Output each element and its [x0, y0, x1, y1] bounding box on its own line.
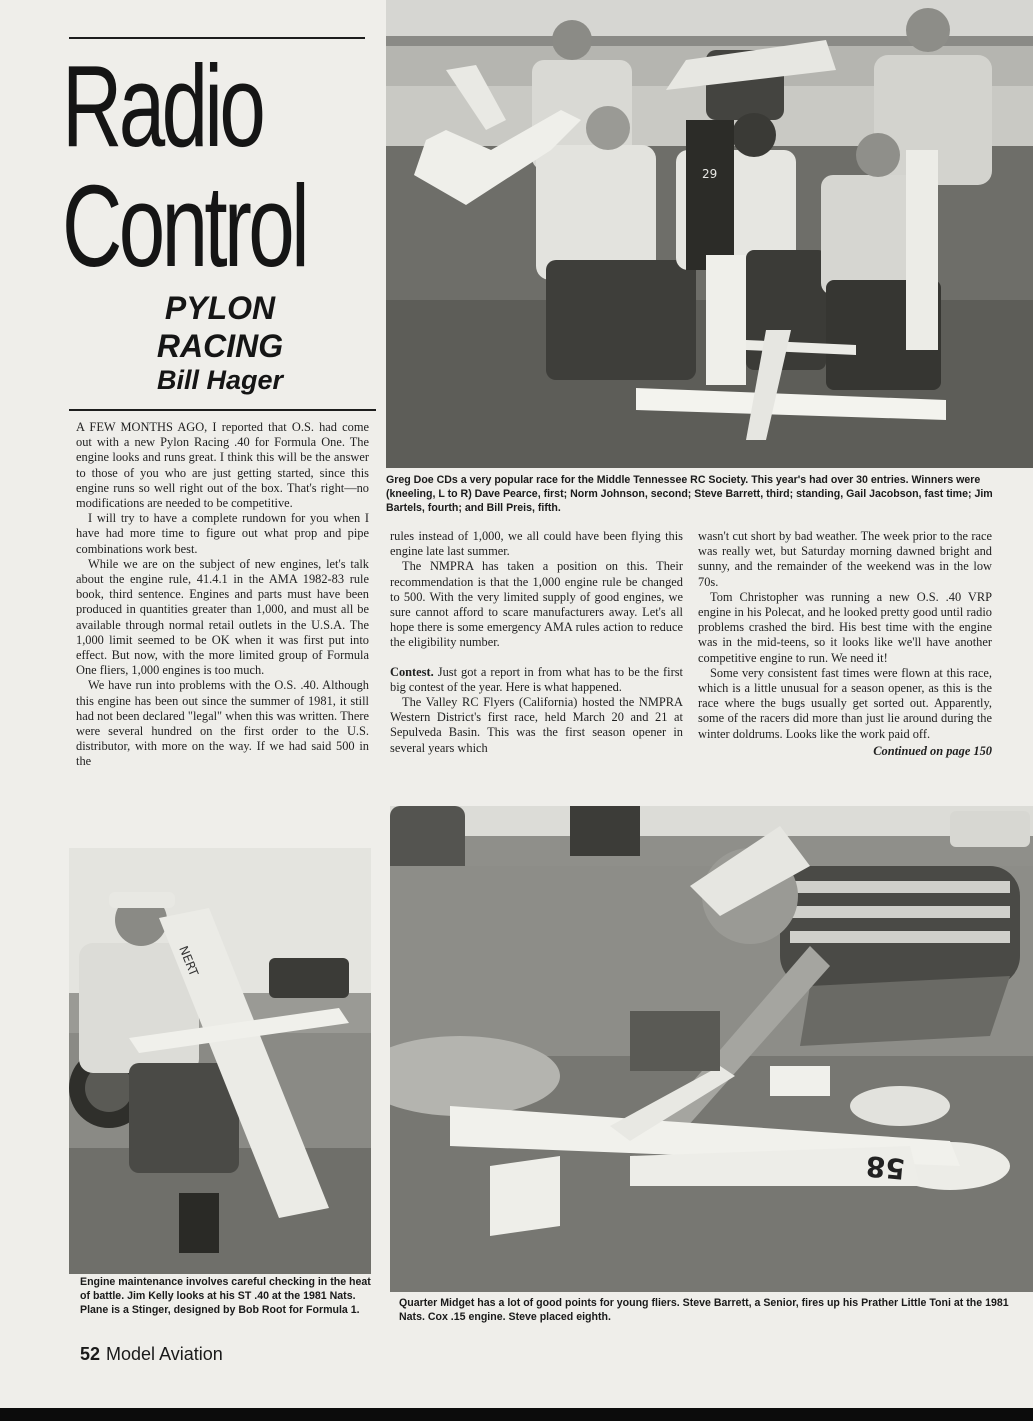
paragraph: We have run into problems with the O.S. .40. Although this engine has been out since the summer of 1981, it still had not been declared "legal" when this was written. There were several hundred on the first order to the U.S. distributor, with more on the way. If we had said 500 in the [76, 678, 369, 769]
paragraph: wasn't cut short by bad weather. The week prior to the race was really wet, but Saturday morning dawned bright and sunny, and the remainder of the weekend was in the low 70s. [698, 529, 992, 589]
article-column-3 [698, 529, 992, 759]
lead-in: A FEW MONTHS AGO, [76, 420, 208, 434]
paragraph-text: Just got a report in from what has to be the first big contest of the year. Here is what happened. [390, 664, 683, 694]
subhead-racing: RACING [156, 328, 284, 364]
paragraph-text: I reported that O.S. had come out with a new Pylon Racing .40 for Formula One. The engine looks and runs great. I think this will be the answer to those of you who are just getting started, since this engine runs so well right out of the box. That's right—no modifications are needed to be competitive. [76, 420, 369, 511]
headline-bottom-rule [69, 409, 376, 411]
folio [80, 1344, 223, 1365]
paragraph: Some very consistent fast times were flown at this race, which is a little unusual for a season opener, as this is the race where the bugs usually get sorted out. Apparently, some of the racers did more than just lie around during the winter doldrums. Looks like the work paid off. [698, 665, 992, 741]
article-column-2 [390, 529, 683, 756]
paragraph: rules instead of 1,000, we all could have been flying this engine late last summer. [390, 529, 683, 559]
headline-radio: Radio [62, 41, 263, 171]
page-bottom-edge [0, 1408, 1033, 1421]
photo-group-winners [386, 0, 1033, 468]
plane-number-29: 29 [702, 167, 718, 181]
byline: Bill Hager [156, 365, 284, 395]
photo-steve-barrett [390, 806, 1033, 1292]
article-column-1 [76, 420, 369, 770]
photo-jim-kelly [69, 848, 371, 1274]
paragraph: While we are on the subject of new engines, let's talk about the engine rule, 41.4.1 in the AMA 1982-83 rule book, third sentence. Engines and parts must have been produced in quantities greater than 1,000, and must all be available through normal retail outlets in the U.S.A. The 1,000 limit seemed to be OK when it was first put into effect. But now, with the more limited group of Formula One fliers, 1,000 engines is too much. [76, 556, 369, 678]
paragraph: The Valley RC Flyers (California) hosted the NMPRA Western District's first race, held March 20 and 21 at Sepulveda Basin. This was the first season opener in several years which [390, 695, 683, 755]
caption-group-photo: Greg Doe CDs a very popular race for the Middle Tennessee RC Society. This year's had over 30 entries. Winners were (kneeling, L to R) Dave Pearce, first; Norm Johnson, second; Steve Barrett, third; standing, Gail Jacobson, fast time; Jim Bartels, fourth; and Bill Preis, fifth. [386, 474, 993, 514]
headline-control: Control [62, 161, 307, 291]
paragraph: I will try to have a complete rundown for you when I have had more time to figure out what prop and pipe combinations work best. [76, 511, 369, 556]
plane-number-58: 58 [864, 1149, 907, 1186]
paragraph [390, 665, 683, 695]
page-number: 52 [80, 1344, 101, 1364]
paragraph: The NMPRA has taken a position on this. Their recommendation is that the 1,000 engine rule be changed to 500. With the very limited supply of good engines, we sure cannot afford to scare manufacturers away. Let's all hope there is some emergency AMA rules action to reduce the eligibility number. [390, 559, 683, 650]
section-head-contest: Contest. [390, 664, 434, 679]
continued-link[interactable]: Continued on page 150 [873, 743, 992, 758]
paragraph [76, 420, 369, 511]
caption-steve-barrett: Quarter Midget has a lot of good points for young fliers. Steve Barrett, a Senior, fires up his Prather Little Toni at the 1981 Nats. Cox .15 engine. Steve placed eighth. [399, 1297, 1009, 1323]
paragraph: Tom Christopher was running a new O.S. .40 VRP engine in his Polecat, and he looked pretty good until radio problems crashed the bird. His best time with the engine was in the mid-teens, so it looks like we'll have another competitive engine to run. We need it! [698, 589, 992, 665]
plane-marking: NERT [176, 943, 201, 979]
headline-top-rule [69, 37, 365, 39]
publication-name: Model Aviation [106, 1344, 223, 1364]
subhead-pylon: PYLON [164, 290, 276, 326]
caption-jim-kelly: Engine maintenance involves careful checking in the heat of battle. Jim Kelly looks at his ST .40 at the 1981 Nats. Plane is a Stinger, designed by Bob Root for Formula 1. [80, 1276, 371, 1316]
